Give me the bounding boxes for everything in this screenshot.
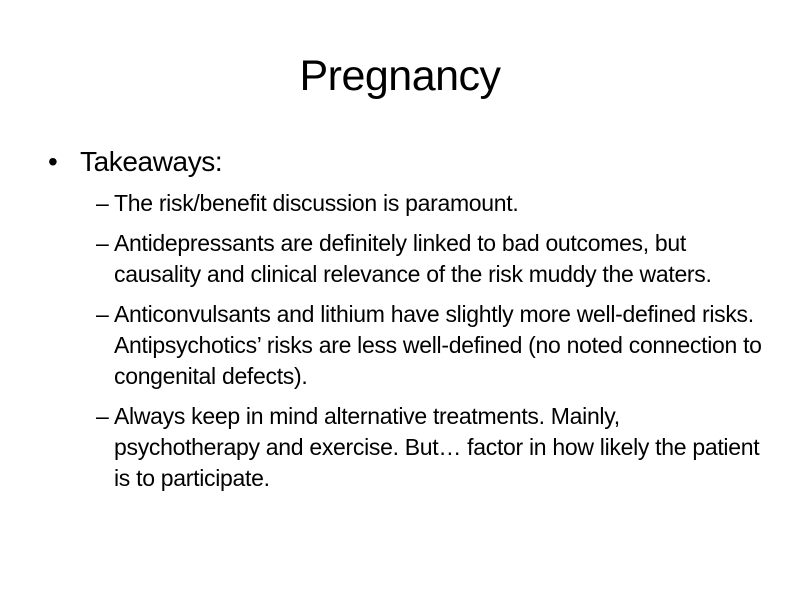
bullet-marker: • — [48, 146, 58, 177]
bullet-takeaways — [48, 144, 768, 180]
sub-bullet-item — [48, 228, 768, 290]
dash-marker: – — [96, 190, 109, 216]
slide-body — [48, 144, 768, 503]
dash-marker: – — [96, 403, 109, 429]
dash-marker: – — [96, 301, 109, 327]
dash-marker: – — [96, 230, 109, 256]
sub-bullet-text: Always keep in mind alternative treatments. Mainly, psychotherapy and exercise. But… factor in how likely the patient is to participate. — [114, 403, 760, 491]
bullet-text: Takeaways: — [80, 146, 223, 177]
sub-bullet-text: The risk/benefit discussion is paramount. — [114, 190, 519, 216]
sub-bullet-item — [48, 188, 768, 219]
sub-bullet-list — [48, 188, 768, 494]
sub-bullet-text: Antidepressants are definitely linked to bad outcomes, but causality and clinical relevance of the risk muddy the waters. — [114, 230, 712, 287]
sub-bullet-text: Anticonvulsants and lithium have slightly more well-defined risks. Antipsychotics’ risks are less well-defined (no noted connection to congenital defects). — [114, 301, 762, 389]
sub-bullet-item — [48, 401, 768, 494]
sub-bullet-item — [48, 299, 768, 392]
slide-title: Pregnancy — [299, 52, 501, 100]
